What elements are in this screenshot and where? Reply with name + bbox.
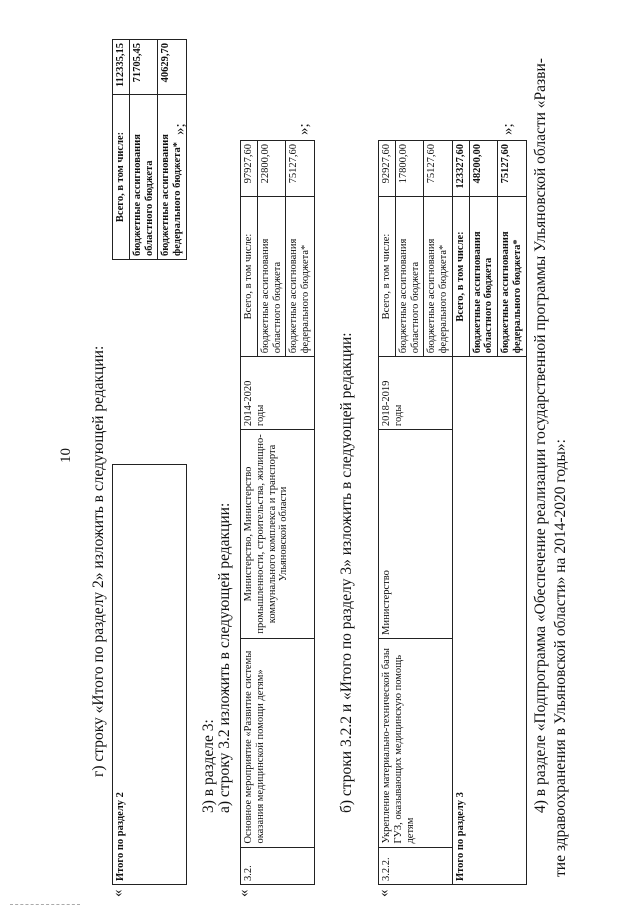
total-row-label: Итого по разделу 3 [452,357,526,885]
finance-value: 22800,00 [257,141,286,197]
empty-cell [113,260,187,465]
closing-mark-1: »; [172,123,188,135]
finance-label: бюджетные ассигнования федерального бюджета* [498,196,527,357]
finance-label: Всего, в том числе: [113,95,130,260]
paragraph-item-4-line2: тие здравоохранения в Ульяновской области» на 2014-2020 годы»: [552,439,569,877]
finance-value: 112335,15 [113,40,130,95]
table-row-3-2-2 [378,140,527,885]
paragraph-item-3: 3) в разделе 3: [200,719,217,813]
finance-label: бюджетные ассигнования федерального бюджета* [158,95,187,260]
measure-name: Укрепление материально-технической базы ГУЗ, оказывающих медицинскую помощь детям [379,638,453,847]
finance-value: 71705,45 [129,40,158,95]
finance-value: 75127,60 [286,141,315,197]
paragraph-item-4-line1: 4) в разделе «Подпрограмма «Обеспечение реализации государственной программы Ульяновской области «Разви- [532,58,549,813]
finance-value: 17800,00 [395,141,424,197]
finance-label: бюджетные ассигнования областного бюджета [257,196,286,357]
row-number: 3.2.2. [379,847,453,884]
finance-value: 75127,60 [424,141,453,197]
finance-value: 48200,00 [469,141,498,197]
finance-label: бюджетные ассигнования федерального бюджета* [424,196,453,357]
finance-label: бюджетные ассигнования областного бюджета [395,196,424,357]
finance-label: Всего, в том числе: [379,196,396,357]
executor: Министерство [379,430,453,639]
executor: Министерство, Министерство промышленности, строительства, жилищно-коммунального комплекса и транспорта Ульяновской области [241,430,315,639]
finance-label: Всего, в том числе: [241,196,258,357]
quote-open-2: « [236,889,252,897]
finance-label: бюджетные ассигнования федерального бюджета* [286,196,315,357]
paragraph-item-b: б) строки 3.2.2 и «Итого по разделу 3» изложить в следующей редакции: [338,332,355,813]
total-row-label: Итого по разделу 2 [113,465,187,885]
finance-label: бюджетные ассигнования областного бюджета [129,95,158,260]
measure-name: Основное мероприятие «Развитие системы оказания медицинской помощи детям» [241,638,315,847]
quote-open-3: « [376,889,392,897]
paragraph-item-g: г) строку «Итого по разделу 2» изложить в следующей редакции: [90,345,107,777]
paragraph-item-a: а) строку 3.2 изложить в следующей редакции: [216,502,233,813]
years: 2014-2020 годы [241,357,315,430]
closing-mark-2: »; [296,123,312,135]
finance-label: Всего, в том числе: [452,196,469,357]
finance-value: 97927,60 [241,141,258,197]
years: 2018-2019 годы [379,357,453,430]
finance-value: 75127,60 [498,141,527,197]
finance-value: 40629,70 [158,40,187,95]
closing-mark-3: »; [500,123,516,135]
quote-open-1: « [110,889,126,897]
finance-value: 92927,60 [379,141,396,197]
row-number: 3.2. [241,847,315,884]
page-number: 10 [58,448,74,463]
table-section2-total [112,39,187,885]
finance-value: 123327,60 [452,141,469,197]
table-row-3-2 [240,140,315,885]
finance-label: бюджетные ассигнования областного бюджета [469,196,498,357]
